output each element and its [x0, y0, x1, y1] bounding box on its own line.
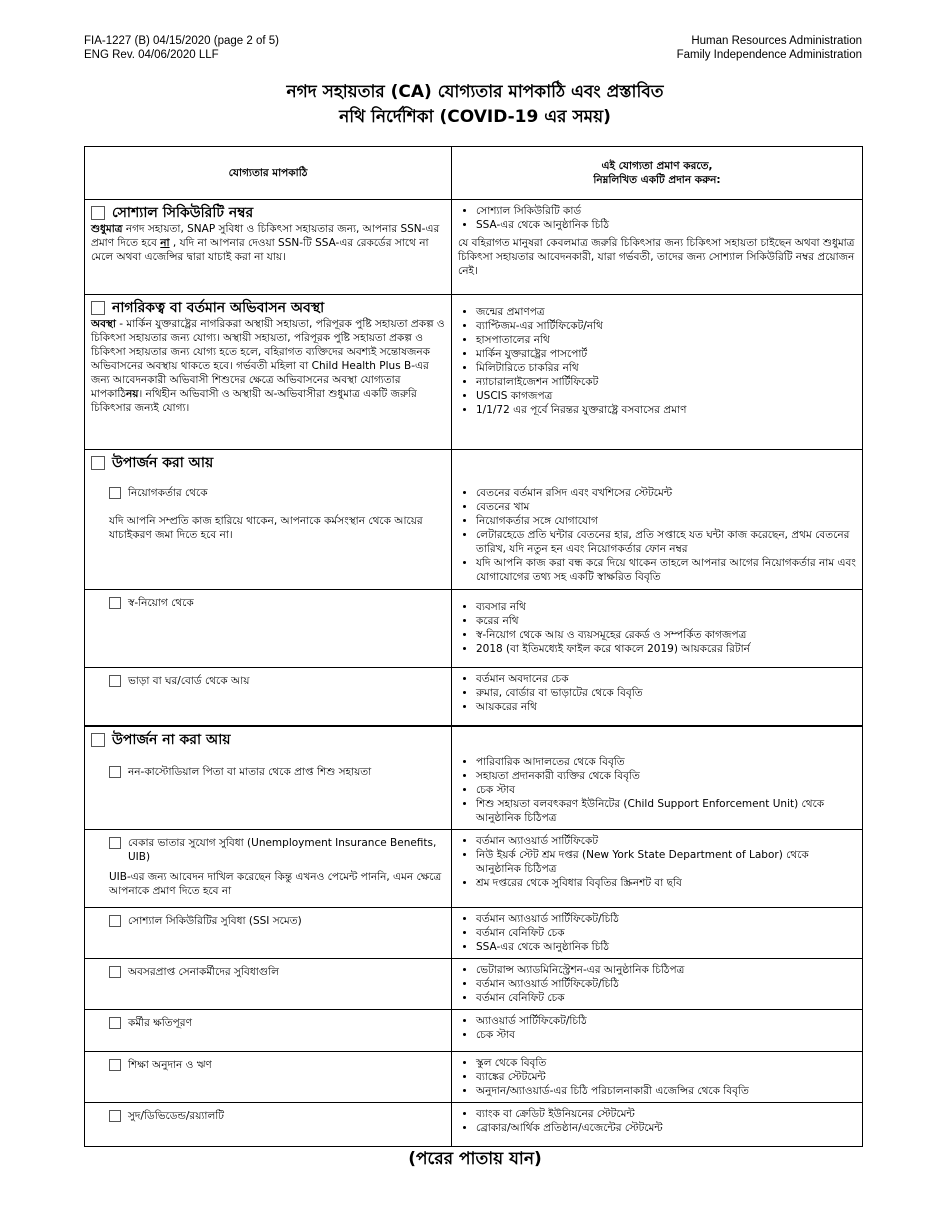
list-item: • অ্যাওয়ার্ড সার্টিফিকেট/চিঠি [476, 1014, 856, 1028]
self-employment-checkbox[interactable] [109, 597, 121, 609]
veterans-documents-cell [452, 958, 863, 1009]
list-item: • শ্রম দপ্তরের থেকে সুবিধার বিবৃতির স্ক্রিনশট বা ছবি [476, 876, 856, 890]
list-item: • করের নথি [476, 614, 856, 628]
agency-name: Human Resources Administration [691, 35, 862, 47]
rent-income-cell [85, 668, 452, 726]
ssn-title: সোশ্যাল সিকিউরিটি নম্বর [112, 205, 254, 221]
workers-comp-checkbox[interactable] [109, 1017, 121, 1029]
list-item: • বর্তমান বেনিফিট চেক [476, 926, 856, 940]
list-item: • লেটারহেডে প্রতি ঘন্টার বেতনের হার, প্রতি সপ্তাহে যত ঘন্টা কাজ করেছেন, প্রথম বেতনের তারিখ, যদি নতুন হন এবং নিয়োগকর্তার ফোন নম্বর [476, 528, 856, 556]
list-item: • ব্যবসার নথি [476, 600, 856, 614]
earned-income-title: উপার্জন করা আয় [112, 455, 214, 471]
self-employment-cell [85, 590, 452, 668]
list-item: • SSA-এর থেকে আনুষ্ঠানিক চিঠি [476, 218, 856, 232]
list-item: • বর্তমান অ্যাওয়ার্ড সার্টিফিকেট/চিঠি [476, 977, 856, 991]
eligibility-table [84, 146, 863, 1147]
social-security-documents-cell [452, 907, 863, 958]
child-support-label: নন-কাস্টোডিয়াল পিতা বা মাতার থেকে প্রাপ্ত শিশু সহায়তা [128, 765, 372, 778]
workers-comp-label: কর্মীর ক্ষতিপূরণ [128, 1016, 192, 1029]
education-grants-cell [85, 1051, 452, 1102]
list-item: • হাসপাতালের নথি [476, 333, 856, 347]
citizenship-checkbox[interactable] [91, 301, 105, 315]
list-item: • পারিবারিক আদালতের থেকে বিবৃতি [476, 755, 856, 769]
uib-cell [85, 829, 452, 907]
list-item: • জন্মের প্রমাণপত্র [476, 305, 856, 319]
earned-income-checkbox[interactable] [91, 456, 105, 470]
list-item: • অনুদান/অ্যাওয়ার্ড-এর চিঠি পরিচালনাকারী এজেন্সির থেকে বিবৃতি [476, 1084, 856, 1098]
form-id-header [84, 34, 279, 62]
page-title-line1: নগদ সহায়তার (CA) যোগ্যতার মাপকাঠি এবং প্রস্তাবিত [286, 82, 664, 102]
education-grants-checkbox[interactable] [109, 1059, 121, 1071]
list-item: • শিশু সহায়তা বলবৎকরণ ইউনিটের (Child Support Enforcement Unit) থেকে আনুষ্ঠানিক চিঠিপত্র [476, 797, 856, 825]
social-security-benefits-cell [85, 907, 452, 958]
list-item: • SSA-এর থেকে আনুষ্ঠানিক চিঠি [476, 940, 856, 954]
ssn-note: যে বহিরাগত মানুষরা কেবলমাত্র জরুরি চিকিৎসার জন্য চিকিৎসা সহায়তা চাইছেন অথবা শুধুমাত্র চিকিৎসা সহায়তার আবেদনকারী, যারা গর্ভবতী, তাদের জন্য সোশ্যাল সিকিউরিটি নম্বর প্রয়োজন নেই। [458, 237, 855, 277]
interest-dividends-checkbox[interactable] [109, 1110, 121, 1122]
employer-description: যদি আপনি সম্প্রতি কাজ হারিয়ে থাকেন, আপনাকে কর্মসংস্থান থেকে আয়ের যাচাইকরণ জমা দিতে হবে না। [109, 515, 423, 541]
education-documents-cell [452, 1051, 863, 1102]
citizenship-description: অবস্থা - মার্কিন যুক্তরাষ্ট্রের নাগরিকরা অস্থায়ী সহায়তা, পরিপূরক পুষ্টি সহায়তা প্রকল্প ও চিকিৎসা সহায়তার জন্য যোগ্য। অস্থায়ী সহায়তা, পরিপূরক পুষ্টি সহায়তা প্রকল্প ও চিকিৎসা সহায়তার জন্য যোগ্য হতে হলে, বহিরাগত ব্যক্তিদের অবশ্যই সন্তোষজনক অভিবাসনের অবস্থায় থাকতে হবে। গর্ভবতী মহিলা বা Child Health Plus B-এর জন্য আবেদনকারী অভিবাসী শিশুদের ক্ষেত্রে অভিবাসনের অবস্থা যোগ্যতার মাপকাঠিনয়। নথিহীন অভিবাসী ও অস্থায়ী অ-অভিবাসীরা শুধুমাত্র একটি জরুরি চিকিৎসার জন্যই যোগ্য। [91, 318, 445, 414]
list-item: • বেতনের বর্তমান রসিদ এবং বখশিসের স্টেটমেন্ট [476, 486, 856, 500]
veterans-benefits-checkbox[interactable] [109, 966, 121, 978]
continue-next-page: (পরের পাতায় যান) [408, 1149, 542, 1169]
unearned-income-checkbox[interactable] [91, 733, 105, 747]
unearned-income-title: উপার্জন না করা আয় [112, 731, 231, 748]
uib-checkbox[interactable] [109, 837, 121, 849]
list-item: • ন্যাচারালাইজেশন সার্টিফিকেট [476, 375, 856, 389]
list-item: • USCIS কাগজপত্র [476, 389, 856, 403]
list-item: • 2018 (বা ইতিমধ্যেই ফাইল করে থাকলে 2019) আয়করের রিটার্ন [476, 642, 856, 656]
self-employment-label: স্ব-নিয়োগ থেকে [128, 597, 194, 609]
self-employment-documents-cell [452, 590, 863, 668]
child-support-cell [85, 726, 452, 830]
workers-comp-cell [85, 1009, 452, 1051]
list-item: • 1/1/72 এর পূর্বে নিরন্তর যুক্তরাষ্ট্রে বসবাসের প্রমাণ [476, 403, 856, 417]
list-item: • ব্যাঙ্কের স্টেটমেন্ট [476, 1070, 856, 1084]
social-security-benefits-checkbox[interactable] [109, 915, 121, 927]
list-item: • নিউ ইয়র্ক স্টেট শ্রম দপ্তর (New York State Department of Labor) থেকে আনুষ্ঠানিক চিঠিপত্র [476, 848, 856, 876]
employer-checkbox[interactable] [109, 487, 121, 499]
uib-label: বেকার ভাতার সুযোগ সুবিধা (Unemployment Insurance Benefits, UIB) [128, 836, 437, 863]
ssn-checkbox[interactable] [91, 206, 105, 220]
list-item: • বর্তমান অ্যাওয়ার্ড সার্টিফিকেট [476, 834, 856, 848]
page-title-line2: নথি নির্দেশিকা (COVID-19 এর সময়) [339, 107, 611, 127]
list-item: • আয়করের নথি [476, 700, 856, 714]
child-support-checkbox[interactable] [109, 766, 121, 778]
list-item: • স্কুল থেকে বিবৃতি [476, 1056, 856, 1070]
veterans-benefits-cell [85, 958, 452, 1009]
rent-income-label: ভাড়া বা ঘর/বোর্ড থেকে আয় [128, 675, 250, 687]
citizenship-criteria-cell [85, 295, 452, 450]
ssn-description: শুধুমাত্র নগদ সহায়তা, SNAP সুবিধা ও চিকিৎসা সহায়তার জন্য, আপনার SSN-এর প্রমাণ দিতে হবে না , যদি না আপনার দেওয়া SSN-টি SSA-এর রেকর্ডের সাথে না মেলে অথবা এজেন্সির দ্বারা যাচাই করা না যায়। [91, 223, 440, 263]
workers-comp-documents-cell [452, 1009, 863, 1051]
earned-employer-cell [85, 450, 452, 590]
column-header-criteria: যোগ্যতার মাপকাঠি [85, 147, 452, 200]
list-item: • বর্তমান অ্যাওয়ার্ড সার্টিফিকেট/চিঠি [476, 912, 856, 926]
list-item: • স্ব-নিয়োগ থেকে আয় ও ব্যয়সমূহের রেকর্ড ও সম্পর্কিত কাগজপত্র [476, 628, 856, 642]
veterans-benefits-label: অবসরপ্রাপ্ত সেনাকর্মীদের সুবিধাগুলি [128, 965, 279, 978]
ssn-documents-cell [452, 200, 863, 295]
list-item: • বেতনের খাম [476, 500, 856, 514]
list-item: • চেক স্টাব [476, 783, 856, 797]
child-support-documents-cell [452, 726, 863, 830]
rent-income-checkbox[interactable] [109, 675, 121, 687]
interest-dividends-label: সুদ/ডিভিডেন্ড/রয়্যালটি [128, 1109, 225, 1122]
list-item: • নিয়োগকর্তার সঙ্গে যোগাযোগ [476, 514, 856, 528]
employer-documents-cell [452, 450, 863, 590]
education-grants-label: শিক্ষা অনুদান ও ঋণ [128, 1058, 212, 1071]
list-item: • রুমার, বোর্ডার বা ভাড়াটের থেকে বিবৃতি [476, 686, 856, 700]
page-title [0, 80, 950, 130]
form-revision: ENG Rev. 04/06/2020 LLF [84, 49, 219, 61]
list-item: • বর্তমান অবদানের চেক [476, 672, 856, 686]
uib-description: UIB-এর জন্য আবেদন দাখিল করেছেন কিন্তু এখনও পেমেন্ট পাননি, এমন ক্ষেত্রে আপনাকে প্রমাণ দিতে হবে না [109, 870, 442, 897]
rent-documents-cell [452, 668, 863, 726]
column-header-documents: এই যোগ্যতা প্রমাণ করতে, নিম্নলিখিত একটি প্রদান করুন: [452, 147, 863, 200]
citizenship-documents-cell [452, 295, 863, 450]
list-item: • ব্রোকার/আর্থিক প্রতিষ্ঠান/এজেন্টের স্টেটমেন্ট [476, 1121, 856, 1135]
social-security-benefits-label: সোশ্যাল সিকিউরিটির সুবিধা (SSI সমেত) [128, 914, 302, 927]
form-id: FIA-1227 (B) 04/15/2020 (page 2 of 5) [84, 35, 279, 47]
list-item: • ব্যাপ্টিজম-এর সার্টিফিকেট/নথি [476, 319, 856, 333]
list-item: • চেক স্টাব [476, 1028, 856, 1042]
employer-label: নিয়োগকর্তার থেকে [128, 487, 208, 499]
interest-dividends-cell [85, 1102, 452, 1146]
agency-division: Family Independence Administration [676, 49, 862, 61]
ssn-criteria-cell [85, 200, 452, 295]
list-item: • বর্তমান বেনিফিট চেক [476, 991, 856, 1005]
citizenship-title: নাগরিকত্ব বা বর্তমান অভিবাসন অবস্থা [112, 300, 325, 316]
list-item: • মিলিটারিতে চাকরির নথি [476, 361, 856, 375]
list-item: • সহায়তা প্রদানকারী ব্যক্তির থেকে বিবৃতি [476, 769, 856, 783]
uib-documents-cell [452, 829, 863, 907]
list-item: • ব্যাংক বা ক্রেডিট ইউনিয়নের স্টেটমেন্ট [476, 1107, 856, 1121]
list-item: • মার্কিন যুক্তরাষ্ট্রের পাসপোর্ট [476, 347, 856, 361]
list-item: • ভেটারান্স অ্যাডমিনিস্ট্রেশন-এর আনুষ্ঠানিক চিঠিপত্র [476, 963, 856, 977]
interest-documents-cell [452, 1102, 863, 1146]
list-item: • যদি আপনি কাজ করা বন্ধ করে দিয়ে থাকেন তাহলে আপনার আগের নিয়োগকর্তার নাম এবং যোগাযোগের তথ্য সহ একটি স্বাক্ষরিত বিবৃতি [476, 556, 856, 584]
agency-header [677, 34, 862, 62]
list-item: • সোশ্যাল সিকিউরিটি কার্ড [476, 204, 856, 218]
